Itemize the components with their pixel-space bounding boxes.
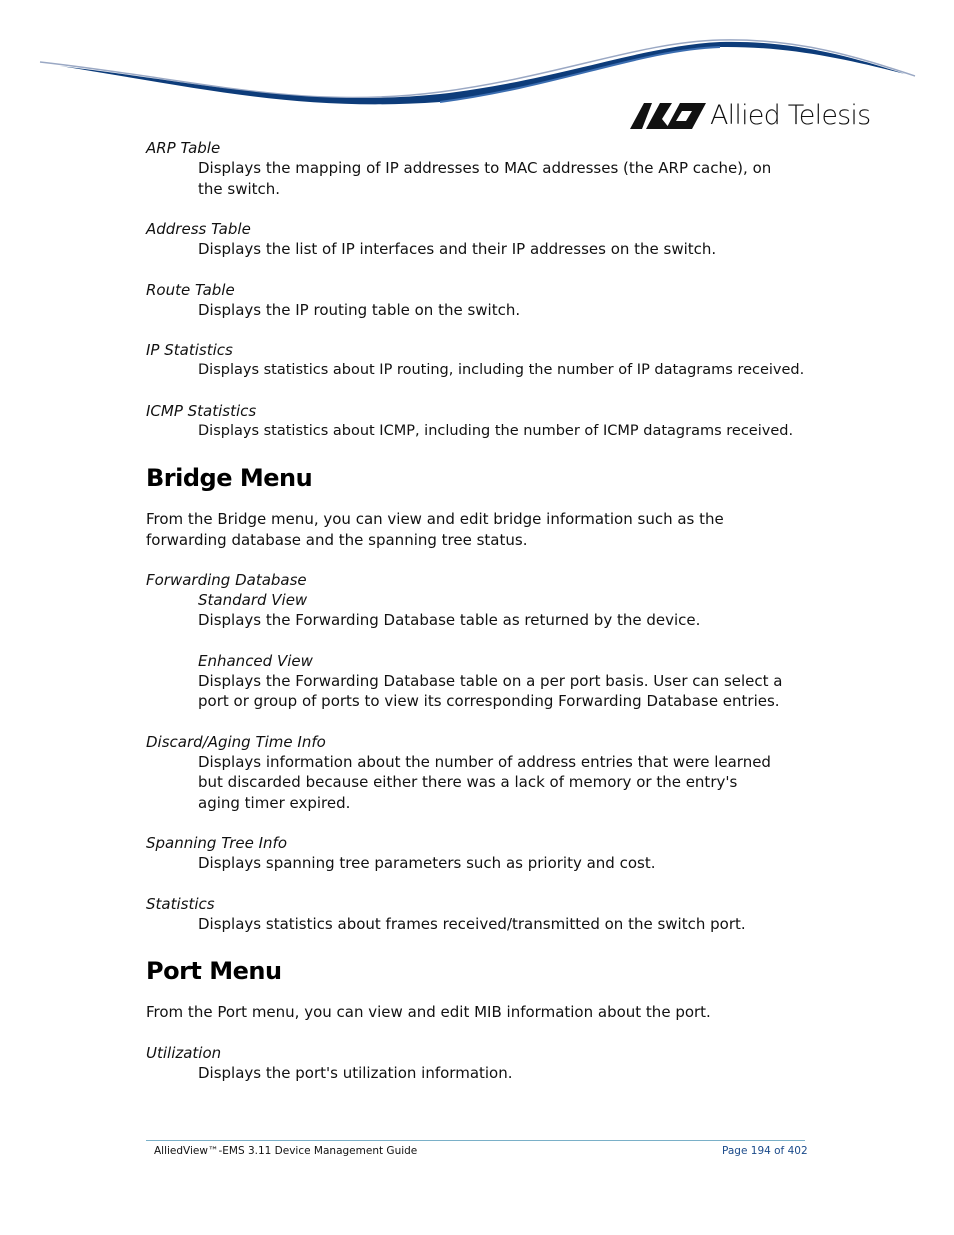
term-address-table: Address Table [146,220,251,238]
bridge-menu-heading: Bridge Menu [146,464,313,492]
term-discard-aging-time-info: Discard/Aging Time Info [146,732,326,751]
term-enhanced-view: Enhanced View [198,651,313,670]
term-spanning-tree-info: Spanning Tree Info [146,834,287,852]
desc-statistics: Displays statistics about frames received/transmitted on the switch port. [198,914,746,933]
bridge-menu-intro: From the Bridge menu, you can view and edit bridge information such as the forwarding database and the spanning tree status. [146,510,724,549]
term-forwarding-database: Forwarding Database [146,571,307,589]
term-icmp-statistics: ICMP Statistics [146,401,257,420]
desc-arp-table: Displays the mapping of IP addresses to MAC addresses (the ARP cache), on the switch. [198,159,772,198]
desc-utilization: Displays the port's utilization information. [198,1063,513,1082]
desc-standard-view: Displays the Forwarding Database table as returned by the device. [198,611,701,629]
desc-ip-statistics: Displays statistics about IP routing, including the number of IP datagrams received. [198,362,805,378]
term-ip-statistics: IP Statistics [146,341,233,359]
logo-mark-icon [630,101,706,131]
footer-guide-title: AlliedView™-EMS 3.11 Device Management Guide [154,1145,418,1157]
desc-discard-aging-time-info: Displays information about the number of address entries that were learned but discarded because either there was a lack of memory or the entry's aging timer expired. [198,752,771,812]
port-menu-heading: Port Menu [146,957,282,985]
term-route-table: Route Table [146,280,235,299]
port-menu-intro: From the Port menu, you can view and edit MIB information about the port. [146,1003,711,1021]
term-utilization: Utilization [146,1043,222,1062]
page-content [146,138,806,1083]
desc-enhanced-view: Displays the Forwarding Database table on a per port basis. User can select a port or group of ports to view its corresponding Forwarding Database entries. [198,671,783,710]
logo-text: Allied Telesis [710,100,871,131]
footer-page-number: Page 194 of 402 [722,1145,808,1157]
footer-divider [146,1140,805,1141]
term-arp-table: ARP Table [146,139,221,157]
allied-telesis-logo [630,100,870,131]
term-statistics: Statistics [146,894,215,913]
desc-icmp-statistics: Displays statistics about ICMP, including the number of ICMP datagrams received. [198,422,794,439]
desc-spanning-tree-info: Displays spanning tree parameters such as priority and cost. [198,854,656,872]
term-standard-view: Standard View [198,591,308,609]
desc-address-table: Displays the list of IP interfaces and their IP addresses on the switch. [198,240,717,258]
desc-route-table: Displays the IP routing table on the switch. [198,300,521,319]
